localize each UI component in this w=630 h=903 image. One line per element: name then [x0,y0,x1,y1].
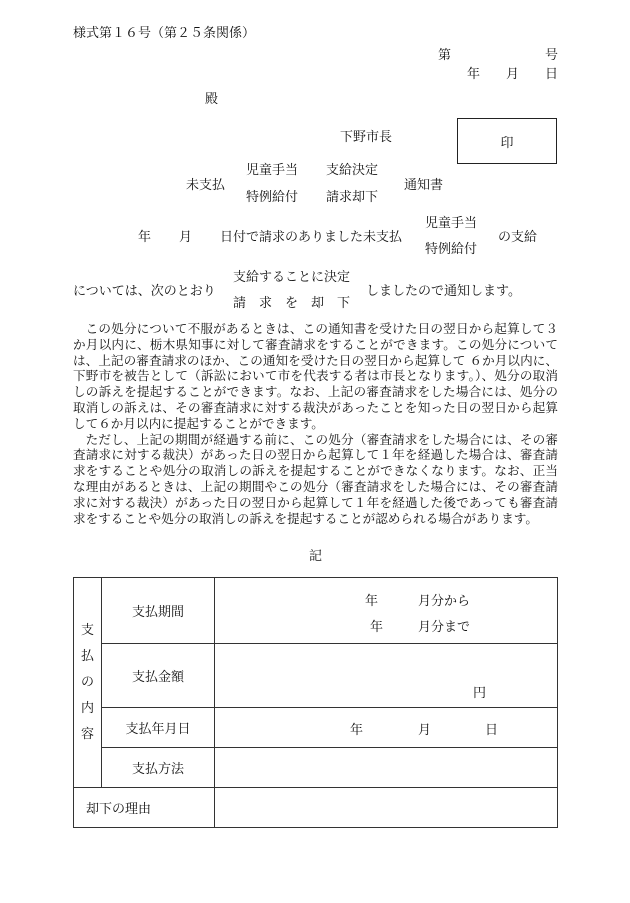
statement-line2-prefix: については、次のとおり [73,284,216,299]
rejection-reason-value[interactable] [215,788,558,828]
statement-text: 日付で請求のありました未支払 [220,230,403,245]
date-year-label: 年 [467,67,481,82]
appeal-paragraph: この処分について不服があるときは、この通知書を受けた日の翌日から起算して３か月以内に、栃木県知事に対して審査請求をすることができます。この処分については、上記の審査請求のほか、この通知を受けた日の翌日から起算して ６か月以内に、下野市を被告として（訴訟において市を代表する者は市長となります。）、処分の取消しの訴えを提起することができます。なお、上記の審査請求をした場合には、処分の取消しの訴えは、その審査請求に対する裁決があったことを知った日の翌日から起算して６か月以内に提起することができます。 [73,321,558,431]
payment-amount-value[interactable]: 円 [215,644,558,708]
date-month-label: 月 [506,67,520,82]
payment-period-label: 支払期間 [102,578,215,644]
title-option-special-benefit: 特例給付 [246,190,299,205]
number-label: 第 [438,48,452,63]
payment-method-value[interactable] [215,748,558,788]
seal-box [457,118,557,164]
statement-allowance-special: 特例給付 [425,242,478,257]
payment-date-value[interactable]: 年 月 日 [215,708,558,748]
date-day-label: 日 [545,67,559,82]
issuer-name: 下野市長 [340,130,393,145]
title-suffix: 通知書 [404,178,444,193]
title-option-payment-decision: 支給決定 [326,163,379,178]
statement-decision-reject: 請 求 を 却 下 [233,296,351,311]
payment-details-table [73,577,558,828]
statement-allowance-suffix: の支給 [498,230,538,245]
payment-period-value[interactable]: 年 月分から 年 月分まで [215,578,558,644]
title-prefix: 未支払 [186,178,226,193]
form-number: 様式第１６号（第２５条関係） [73,26,256,41]
rejection-reason-label: 却下の理由 [74,788,215,828]
payment-amount-label: 支払金額 [102,644,215,708]
addressee-suffix: 殿 [205,92,219,107]
payment-method-label: 支払方法 [102,748,215,788]
title-option-child-allowance: 児童手当 [246,163,299,178]
statement-year: 年 [138,230,152,245]
statement-decision-approve: 支給することに決定 [233,270,351,285]
statement-allowance-child: 児童手当 [425,216,478,231]
title-option-claim-rejection: 請求却下 [326,190,379,205]
statement-line2-suffix: しましたので通知します。 [366,284,521,299]
number-suffix: 号 [545,48,559,63]
seal-mark: 印 [500,136,514,151]
payment-date-label: 支払年月日 [102,708,215,748]
payment-content-group-label: 支 払 の 内 容 [74,578,102,788]
statement-month: 月 [179,230,193,245]
appeal-notice [73,321,558,526]
appeal-paragraph: ただし、上記の期間が経過する前に、この処分（審査請求をした場合には、その審査請求に対する裁決）があった日の翌日から起算して１年を経過した場合は、審査請求をすることや処分の取消しの訴えを提起することができなくなります。なお、正当な理由があるときは、上記の期間やこの処分（審査請求をした場合には、その審査請求に対する裁決）があった日の翌日から起算して１年を経過した後であっても審査請求をすることや処分の取消しの訴えを提起することが認められる場合があります。 [73,431,558,526]
ki-heading: 記 [309,549,323,564]
